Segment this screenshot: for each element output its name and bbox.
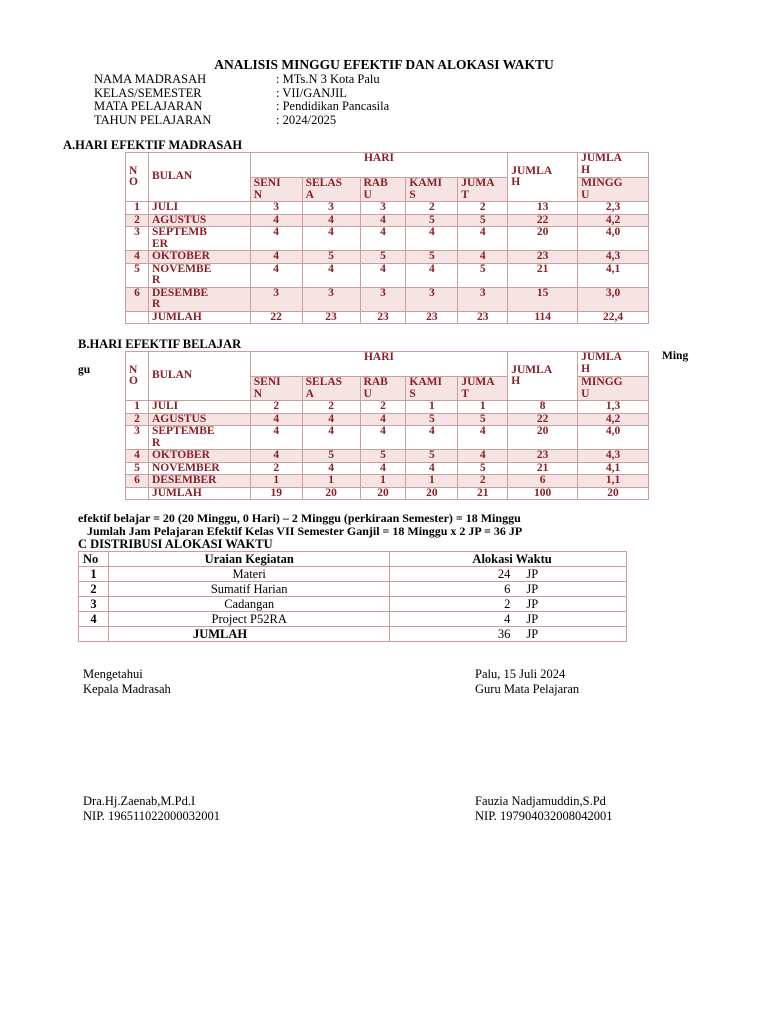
table-distribusi-alokasi [78,551,627,642]
header-jumlah: JUMLA H [508,153,578,202]
cell-total-minggu: 22,4 [578,311,649,324]
cell-day: 2 [250,401,302,414]
cell-total-day: 19 [250,487,302,500]
cell-day: 4 [302,214,360,227]
header-jumat: JUMA T [458,178,508,202]
document-title: ANALISIS MINGGU EFEKTIF DAN ALOKASI WAKTU [214,57,554,72]
cell-day: 4 [302,413,360,426]
dist-uraian: Project P52RA [108,612,389,627]
cell-jumlah: 6 [508,475,578,488]
cell-day: 4 [302,227,360,251]
dist-header-no: No [79,552,109,567]
dist-uraian: Sumatif Harian [108,582,389,597]
cell-total-day: 22 [250,311,302,324]
cell-total-day: 20 [302,487,360,500]
header-kamis: KAMI S [406,377,458,401]
dist-value: 4 [504,612,511,626]
info-value: : MTs.N 3 Kota Palu [276,72,380,86]
header-hari: HARI [250,153,508,178]
stray-text-left: gu [78,364,91,376]
header-senin: SENI N [250,377,302,401]
table-row [126,462,649,475]
effective-weeks-line: efektif belajar = 20 (20 Minggu, 0 Hari) – 2 Minggu (perkiraan Semester) = 18 Minggu [78,511,521,525]
cell-day: 5 [406,251,458,264]
sign-right-line1: Palu, 15 Juli 2024 [475,667,566,681]
cell-minggu: 3,0 [578,287,649,311]
cell-day: 2 [458,202,508,215]
cell-day: 1 [360,475,406,488]
cell-day: 5 [360,450,406,463]
cell-jumlah: 22 [508,214,578,227]
cell-jumlah: 20 [508,227,578,251]
dist-uraian: Materi [108,567,389,582]
cell-bulan: AGUSTUS [148,214,250,227]
cell-no: 1 [126,202,149,215]
cell-no: 6 [126,475,149,488]
header-jumlah-minggu: JUMLA H [578,352,649,377]
cell-day: 4 [458,450,508,463]
table-row [126,251,649,264]
cell-day: 3 [302,202,360,215]
section-b-heading: B.HARI EFEKTIF BELAJAR [78,337,242,351]
dist-value: 2 [504,597,511,611]
cell-day: 1 [458,401,508,414]
cell-day: 4 [360,413,406,426]
table-row [126,450,649,463]
section-c-heading: C DISTRIBUSI ALOKASI WAKTU [78,537,273,551]
signature-left [83,667,171,697]
cell-minggu: 4,2 [578,214,649,227]
cell-total-day: 20 [406,487,458,500]
cell-no: 6 [126,287,149,311]
signature-right-name [475,794,613,824]
cell-minggu: 4,1 [578,263,649,287]
cell-bulan: JULI [148,401,250,414]
cell-minggu: 4,2 [578,413,649,426]
sign-left-line2: Kepala Madrasah [83,682,171,696]
cell-day: 5 [406,450,458,463]
header-senin: SENI N [250,178,302,202]
dist-row [79,612,627,627]
cell-total-day: 23 [458,311,508,324]
header-hari: HARI [250,352,507,377]
section-a-heading: A.HARI EFEKTIF MADRASAH [63,138,243,152]
cell-total-minggu: 20 [578,487,649,500]
signature-left-name [83,794,220,824]
cell-bulan: OKTOBER [148,450,250,463]
dist-row [79,567,627,582]
cell-day: 3 [250,287,302,311]
sign-left-line1: Mengetahui [83,667,143,681]
header-jumat: JUMA T [458,377,508,401]
cell-no: 4 [126,251,149,264]
sign-right-name: Fauzia Nadjamuddin,S.Pd [475,794,606,808]
cell-bulan: NOVEMBER [148,462,250,475]
cell-day: 4 [250,251,302,264]
dist-row [79,582,627,597]
cell-no: 3 [126,227,149,251]
dist-total-blank [79,627,109,642]
cell-day: 5 [302,450,360,463]
dist-no: 4 [79,612,109,627]
cell-jumlah: 20 [508,426,578,450]
cell-minggu: 1,3 [578,401,649,414]
cell-total-label: JUMLAH [148,311,250,324]
cell-total-label: JUMLAH [148,487,250,500]
cell-blank [126,487,149,500]
table-row [126,401,649,414]
info-row [94,114,389,128]
cell-day: 4 [250,450,302,463]
cell-bulan: OKTOBER [148,251,250,264]
cell-day: 4 [406,462,458,475]
cell-day: 3 [360,287,406,311]
table-row [126,475,649,488]
table-header-row [126,352,649,377]
header-selasa: SELAS A [302,377,360,401]
info-value: : 2024/2025 [276,112,337,127]
cell-day: 1 [406,401,458,414]
info-row [94,87,389,101]
table-row [126,214,649,227]
cell-day: 5 [458,462,508,475]
cell-jumlah: 23 [508,450,578,463]
cell-day: 2 [406,202,458,215]
cell-day: 2 [458,475,508,488]
table-row [126,263,649,287]
cell-jumlah: 13 [508,202,578,215]
cell-bulan: SEPTEMBE R [148,426,250,450]
cell-day: 1 [302,475,360,488]
cell-jumlah: 22 [508,413,578,426]
cell-jumlah: 15 [508,287,578,311]
cell-total-jumlah: 114 [508,311,578,324]
cell-minggu: 2,3 [578,202,649,215]
cell-jumlah: 21 [508,263,578,287]
cell-minggu: 4,3 [578,450,649,463]
table-total-row [126,487,649,500]
dist-alokasi [390,567,627,582]
dist-no: 1 [79,567,109,582]
cell-bulan: NOVEMBE R [148,263,250,287]
cell-jumlah: 23 [508,251,578,264]
cell-day: 1 [406,475,458,488]
info-value: : VII/GANJIL [276,85,347,100]
cell-bulan: AGUSTUS [148,413,250,426]
info-value: : Pendidikan Pancasila [276,99,390,113]
cell-day: 4 [360,263,406,287]
dist-unit: JP [526,612,539,626]
info-label: TAHUN PELAJARAN [94,112,212,127]
stray-text-right: Ming [662,350,689,362]
dist-header-alokasi: Alokasi Waktu [390,552,627,567]
cell-day: 4 [360,462,406,475]
dist-total-value: 36 [497,627,511,641]
cell-day: 4 [458,426,508,450]
cell-day: 4 [250,227,302,251]
cell-day: 3 [406,287,458,311]
cell-day: 3 [458,287,508,311]
table-hari-efektif-madrasah [125,152,649,324]
cell-day: 4 [360,214,406,227]
cell-day: 4 [302,426,360,450]
cell-total-day: 20 [360,487,406,500]
effective-hours-line: Jumlah Jam Pelajaran Efektif Kelas VII Semester Ganjil = 18 Minggu x 2 JP = 36 JP [87,524,523,538]
cell-day: 4 [406,263,458,287]
cell-day: 4 [360,426,406,450]
cell-total-day: 21 [458,487,508,500]
header-jumlah: JUMLA H [508,352,578,401]
cell-no: 1 [126,401,149,414]
cell-day: 4 [250,426,302,450]
dist-no: 2 [79,582,109,597]
cell-no: 5 [126,462,149,475]
cell-total-day: 23 [302,311,360,324]
sign-right-nip: NIP. 197904032008042001 [475,809,613,823]
cell-day: 4 [250,413,302,426]
cell-minggu: 4,1 [578,462,649,475]
dist-value: 6 [504,582,511,596]
cell-day: 5 [458,413,508,426]
cell-no: 2 [126,413,149,426]
cell-minggu: 4,0 [578,426,649,450]
dist-total-alokasi [390,627,627,642]
header-rabu: RAB U [360,377,406,401]
cell-day: 4 [406,227,458,251]
dist-total-label: JUMLAH [108,627,389,642]
signature-right [475,667,579,697]
table-row [126,413,649,426]
header-jumlah-minggu: JUMLA H [578,153,649,178]
dist-alokasi [390,597,627,612]
sign-right-line2: Guru Mata Pelajaran [475,682,580,696]
dist-header-uraian: Uraian Kegiatan [108,552,389,567]
cell-bulan: SEPTEMB ER [148,227,250,251]
dist-alokasi [390,582,627,597]
cell-jumlah: 8 [508,401,578,414]
dist-value: 24 [497,567,511,581]
dist-unit: JP [526,597,539,611]
info-row [94,73,389,87]
cell-no: 4 [126,450,149,463]
cell-day: 4 [360,227,406,251]
dist-no: 3 [79,597,109,612]
cell-day: 2 [250,462,302,475]
cell-day: 3 [360,202,406,215]
cell-blank [126,311,149,324]
info-block [94,73,389,127]
table-row [126,287,649,311]
sign-left-nip: NIP. 196511022000032001 [83,809,221,823]
cell-day: 2 [360,401,406,414]
sign-left-name: Dra.Hj.Zaenab,M.Pd.I [83,794,196,808]
dist-header-row [79,552,627,567]
header-bulan: BULAN [148,352,250,401]
dist-uraian: Cadangan [108,597,389,612]
cell-day: 2 [302,401,360,414]
cell-bulan: DESEMBER [148,475,250,488]
cell-day: 4 [250,214,302,227]
info-row [94,100,389,114]
table-row [126,202,649,215]
cell-day: 5 [406,214,458,227]
header-kamis: KAMI S [406,178,458,202]
info-label: MATA PELAJARAN [94,99,203,113]
cell-jumlah: 21 [508,462,578,475]
header-bulan: BULAN [148,153,250,202]
cell-day: 4 [302,462,360,475]
dist-total-row [79,627,627,642]
header-selasa: SELAS A [302,178,360,202]
info-label: KELAS/SEMESTER [94,85,202,100]
cell-minggu: 4,3 [578,251,649,264]
cell-no: 2 [126,214,149,227]
cell-day: 3 [250,202,302,215]
table-row [126,227,649,251]
table-row [126,426,649,450]
cell-minggu: 4,0 [578,227,649,251]
header-no: N O [126,352,149,401]
cell-day: 5 [458,214,508,227]
cell-no: 5 [126,263,149,287]
cell-day: 1 [250,475,302,488]
header-rabu: RAB U [360,178,406,202]
cell-bulan: JULI [148,202,250,215]
table-total-row [126,311,649,324]
dist-alokasi [390,612,627,627]
cell-no: 3 [126,426,149,450]
info-label: NAMA MADRASAH [94,72,207,86]
header-no: N O [126,153,149,202]
cell-bulan: DESEMBE R [148,287,250,311]
cell-day: 4 [458,227,508,251]
dist-unit: JP [526,582,539,596]
cell-day: 5 [360,251,406,264]
cell-day: 5 [302,251,360,264]
cell-total-day: 23 [360,311,406,324]
cell-total-jumlah: 100 [508,487,578,500]
cell-day: 4 [302,263,360,287]
cell-day: 5 [406,413,458,426]
cell-total-day: 23 [406,311,458,324]
cell-day: 4 [406,426,458,450]
table-header-row [126,153,649,178]
dist-total-unit: JP [526,627,539,641]
dist-unit: JP [526,567,539,581]
cell-day: 4 [458,251,508,264]
cell-day: 5 [458,263,508,287]
table-hari-efektif-belajar [125,351,649,500]
header-minggu: MINGG U [578,178,649,202]
dist-row [79,597,627,612]
cell-minggu: 1,1 [578,475,649,488]
header-minggu: MINGG U [578,377,649,401]
cell-day: 3 [302,287,360,311]
cell-day: 4 [250,263,302,287]
